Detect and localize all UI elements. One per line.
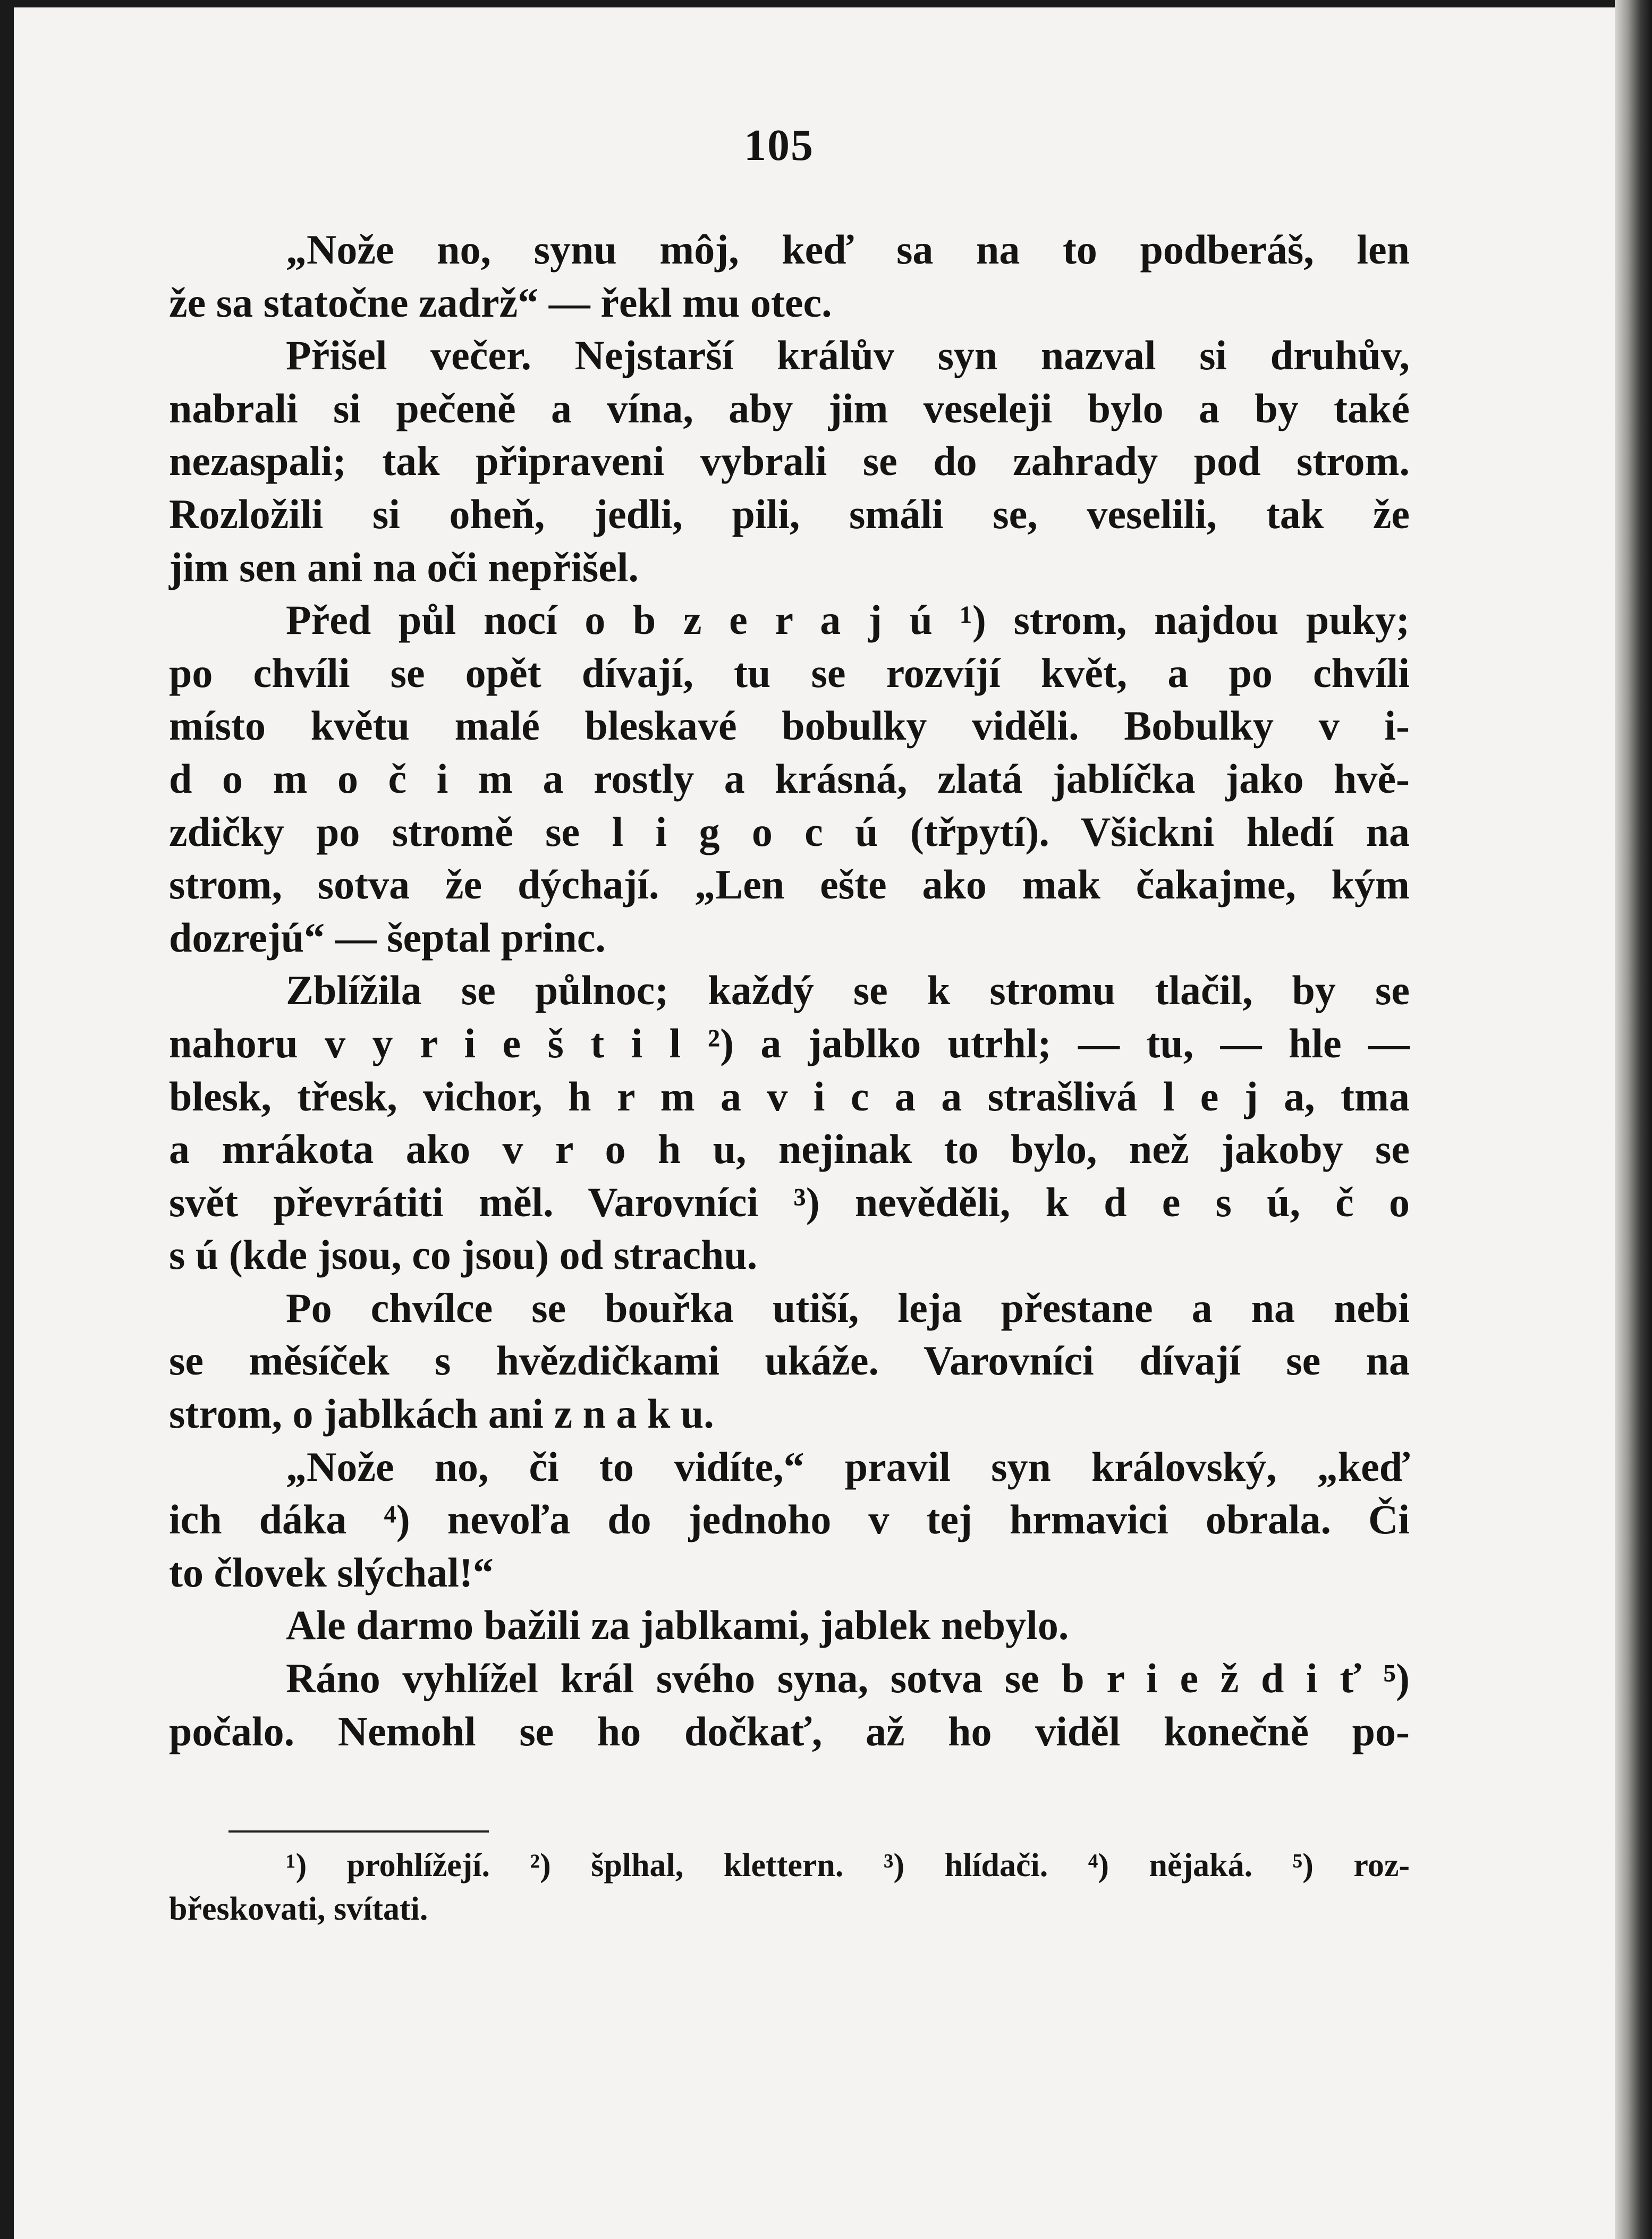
text-line: strom, o jablkách ani z n a k u. (169, 1390, 714, 1437)
body-text (169, 223, 1410, 1758)
text-line: blesk, třesk, vichor, h r m a v i c a a strašlivá l e j a, tma (169, 1073, 1410, 1120)
scan-border-left (0, 0, 14, 2239)
text-line: a mrákota ako v r o h u, nejinak to bylo, než jakoby se (169, 1126, 1410, 1173)
text-line: ich dáka ⁴) nevoľa do jednoho v tej hrmavici obrala. Či (169, 1496, 1410, 1543)
text-line: Přišel večer. Nejstarší králův syn nazval si druhův, (286, 332, 1410, 379)
text-line: s ú (kde jsou, co jsou) od strachu. (169, 1232, 758, 1278)
text-line: Zblížila se půlnoc; každý se k stromu tlačil, by se (286, 967, 1410, 1014)
text-line: zdičky po stromě se l i g o c ú (třpytí). Všickni hledí na (169, 808, 1410, 855)
page-number: 105 (744, 121, 814, 170)
text-line: Před půl nocí o b z e r a j ú ¹) strom, najdou puky; (286, 597, 1410, 643)
text-line: Rozložili si oheň, jedli, pili, smáli se, veselili, tak že (169, 490, 1410, 537)
text-line: po chvíli se opět dívají, tu se rozvíjí květ, a po chvíli (169, 649, 1410, 696)
footnote-line: ¹) prohlížejí. ²) šplhal, klettern. ³) hlídači. ⁴) nějaká. ⁵) roz- (286, 1847, 1410, 1884)
text-line: Po chvílce se bouřka utiší, leja přestane a na nebi (286, 1284, 1410, 1331)
footnotes (169, 1844, 1410, 1931)
text-line: nabrali si pečeně a vína, aby jim veseleji bylo a by také (169, 385, 1410, 431)
text-line: že sa statočne zadrž“ — řekl mu otec. (169, 279, 832, 326)
text-line: „Nože no, či to vidíte,“ pravil syn královský, „keď (286, 1443, 1410, 1490)
text-line: nahoru v y r i e š t i l ²) a jablko utrhl; — tu, — hle — (169, 1020, 1410, 1066)
text-line: místo květu malé bleskavé bobulky viděli. Bobulky v i- (169, 702, 1410, 749)
text-line: „Nože no, synu môj, keď sa na to podberáš, len (286, 226, 1410, 273)
text-line: d o m o č i m a rostly a krásná, zlatá jablíčka jako hvě- (169, 755, 1410, 802)
text-line: nezaspali; tak připraveni vybrali se do zahrady pod strom. (169, 438, 1410, 485)
text-line: Ale darmo bažili za jablkami, jablek nebylo. (286, 1602, 1069, 1649)
text-line: to človek slýchal!“ (169, 1549, 494, 1596)
scan-border-right (1615, 0, 1652, 2239)
text-line: počalo. Nemohl se ho dočkať, až ho viděl konečně po- (169, 1708, 1410, 1754)
text-line: jim sen ani na oči nepřišel. (169, 544, 639, 590)
scan-border-top (0, 0, 1652, 7)
text-line: svět převrátiti měl. Varovníci ³) nevěděli, k d e s ú, č o (169, 1178, 1410, 1225)
footnote-line: břeskovati, svítati. (169, 1891, 428, 1927)
text-line: strom, sotva že dýchají. „Len ešte ako mak čakajme, kým (169, 861, 1410, 908)
text-line: Ráno vyhlížel král svého syna, sotva se b r i e ž d i ť ⁵) (286, 1655, 1410, 1702)
footnote-divider (228, 1830, 489, 1833)
text-line: se měsíček s hvězdičkami ukáže. Varovníci dívají se na (169, 1337, 1410, 1384)
text-line: dozrejú“ — šeptal princ. (169, 914, 606, 961)
